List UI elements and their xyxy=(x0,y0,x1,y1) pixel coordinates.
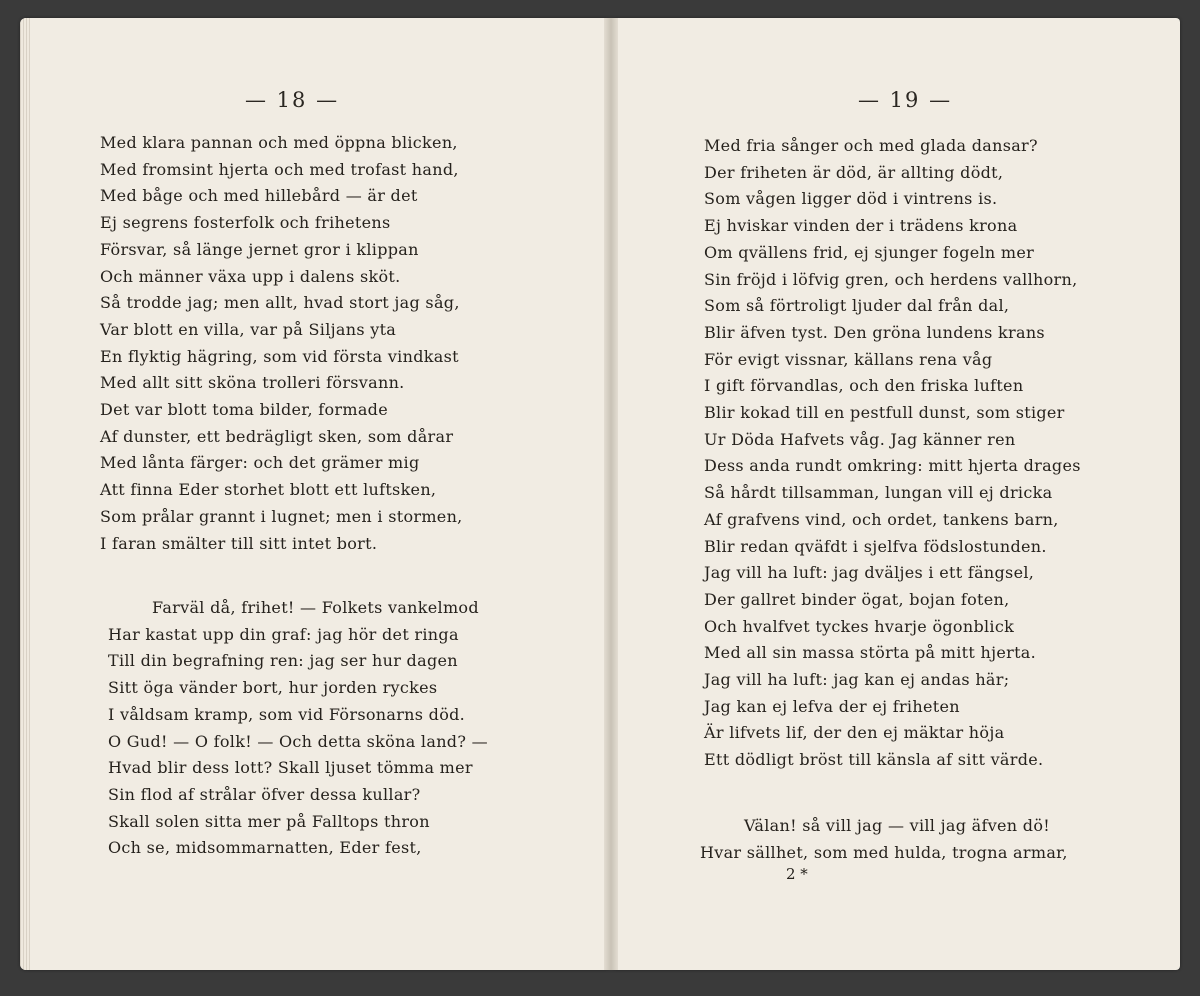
left-stanza-1 xyxy=(100,130,463,557)
verse-line: Blir äfven tyst. Den gröna lundens krans xyxy=(704,322,1045,342)
verse-line: Och hvalfvet tyckes hvarje ögonblick xyxy=(704,616,1015,636)
verse-line: Som så förtroligt ljuder dal från dal, xyxy=(704,296,1010,316)
verse-line: Ett dödligt bröst till känsla af sitt värde. xyxy=(704,750,1044,770)
verse-line: Sin flod af strålar öfver dessa kullar? xyxy=(108,784,421,804)
left-stanza-2 xyxy=(108,595,488,862)
verse-line: Till din begrafning ren: jag ser hur dagen xyxy=(108,651,458,671)
verse-line: Jag kan ej lefva der ej friheten xyxy=(704,696,960,716)
verse-line: Välan! så vill jag — vill jag äfven dö! xyxy=(744,816,1050,835)
verse-line: Med fromsint hjerta och med trofast hand, xyxy=(100,159,459,179)
verse-line: Jag vill ha luft: jag dväljes i ett fängsel, xyxy=(704,563,1035,583)
verse-line: Af dunster, ett bedrägligt sken, som dårar xyxy=(100,426,454,446)
verse-line: Så hårdt tillsamman, lungan vill ej dricka xyxy=(704,483,1053,503)
verse-line: Ej hviskar vinden der i trädens krona xyxy=(704,216,1018,236)
verse-line: Blir kokad till en pestfull dunst, som stiger xyxy=(704,403,1065,423)
verse-line: För evigt vissnar, källans rena våg xyxy=(704,349,993,369)
verse-line: Der gallret binder ögat, bojan foten, xyxy=(704,589,1010,609)
verse-line: Af grafvens vind, och ordet, tankens barn, xyxy=(704,509,1059,529)
verse-line: Som vågen ligger död i vintrens is. xyxy=(704,189,998,209)
verse-line: Sin fröjd i löfvig gren, och herdens vallhorn, xyxy=(704,269,1078,289)
right-stanza-2 xyxy=(700,813,1068,866)
verse-line: En flyktig hägring, som vid första vindkast xyxy=(100,346,459,366)
page-number-left: — 18 — xyxy=(245,88,340,112)
book-gutter xyxy=(604,18,618,970)
verse-line: Och männer växa upp i dalens sköt. xyxy=(100,266,401,286)
verse-line: Har kastat upp din graf: jag hör det ringa xyxy=(108,624,459,644)
verse-line: Der friheten är död, är allting dödt, xyxy=(704,162,1004,182)
verse-line: Blir redan qväfdt i sjelfva födslostunden. xyxy=(704,536,1047,556)
verse-line: Och se, midsommarnatten, Eder fest, xyxy=(108,838,422,858)
verse-line: Farväl då, frihet! — Folkets vankelmod xyxy=(152,598,479,617)
verse-line: Ej segrens fosterfolk och frihetens xyxy=(100,213,391,233)
verse-line: I gift förvandlas, och den friska luften xyxy=(704,376,1024,396)
verse-line: Försvar, så länge jernet gror i klippan xyxy=(100,239,419,259)
verse-line: Ur Döda Hafvets våg. Jag känner ren xyxy=(704,429,1016,449)
right-stanza-1 xyxy=(704,133,1081,774)
verse-line: Med lånta färger: och det grämer mig xyxy=(100,453,420,473)
verse-line: Med allt sitt sköna trolleri försvann. xyxy=(100,373,405,393)
verse-line: Är lifvets lif, der den ej mäktar höja xyxy=(704,723,1005,743)
verse-line: Om qvällens frid, ej sjunger fogeln mer xyxy=(704,242,1035,262)
verse-line: Som prålar grannt i lugnet; men i stormen, xyxy=(100,506,463,526)
signature-mark: 2 * xyxy=(786,865,808,883)
verse-line: Det var blott toma bilder, formade xyxy=(100,400,388,420)
verse-line: Skall solen sitta mer på Falltops thron xyxy=(108,811,430,831)
verse-line: Att finna Eder storhet blott ett luftsken, xyxy=(100,480,437,500)
verse-line: Med fria sånger och med glada dansar? xyxy=(704,136,1038,155)
verse-line: Jag vill ha luft: jag kan ej andas här; xyxy=(704,670,1010,690)
verse-line: Hvar sällhet, som med hulda, trogna armar, xyxy=(700,842,1068,862)
verse-line: Med båge och med hillebård — är det xyxy=(100,186,418,206)
page-number-right: — 19 — xyxy=(858,88,953,112)
verse-line: O Gud! — O folk! — Och detta sköna land? — xyxy=(108,731,488,751)
verse-line: Var blott en villa, var på Siljans yta xyxy=(100,319,397,339)
verse-line: Hvad blir dess lott? Skall ljuset tömma mer xyxy=(108,758,473,778)
verse-line: Med klara pannan och med öppna blicken, xyxy=(100,133,458,152)
verse-line: I våldsam kramp, som vid Försonarns död. xyxy=(108,704,466,724)
verse-line: Dess anda rundt omkring: mitt hjerta drages xyxy=(704,456,1081,476)
verse-line: Så trodde jag; men allt, hvad stort jag såg, xyxy=(100,293,460,313)
verse-line: Sitt öga vänder bort, hur jorden ryckes xyxy=(108,678,438,698)
verse-line: I faran smälter till sitt intet bort. xyxy=(100,533,378,553)
verse-line: Med all sin massa störta på mitt hjerta. xyxy=(704,643,1037,663)
